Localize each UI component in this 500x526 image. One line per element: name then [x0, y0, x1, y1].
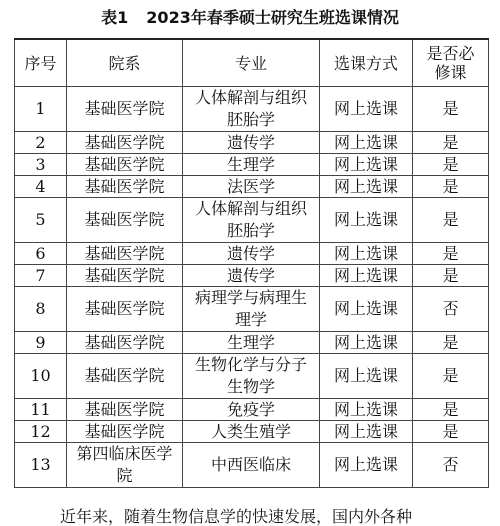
- cell-department: 第四临床医学院: [67, 443, 183, 488]
- paragraph-start: 近年来，随着生物信息学的快速发展，国内外各种: [60, 507, 413, 526]
- table-row: [15, 421, 489, 443]
- cell-required: 是: [413, 198, 489, 243]
- table-row: [15, 132, 489, 154]
- cell-required: 是: [413, 265, 489, 287]
- table-row: [15, 87, 489, 132]
- cell-required: 是: [413, 176, 489, 198]
- cell-department: 基础医学院: [67, 132, 183, 154]
- cell-required: 是: [413, 243, 489, 265]
- header-serial-no: 序号: [15, 39, 67, 87]
- cell-major: 遗传学: [183, 243, 320, 265]
- cell-no: 8: [15, 287, 67, 332]
- cell-method: 网上选课: [320, 154, 413, 176]
- cell-required: 否: [413, 287, 489, 332]
- cell-no: 7: [15, 265, 67, 287]
- cell-department: 基础医学院: [67, 287, 183, 332]
- table-caption: [0, 6, 500, 30]
- cell-required: 否: [413, 443, 489, 488]
- cell-no: 13: [15, 443, 67, 488]
- cell-department: 基础医学院: [67, 332, 183, 354]
- cell-method: 网上选课: [320, 354, 413, 399]
- cell-major: 病理学与病理生理学: [183, 287, 320, 332]
- cell-department: 基础医学院: [67, 176, 183, 198]
- cell-major: 中西医临床: [183, 443, 320, 488]
- cell-required: 是: [413, 87, 489, 132]
- cell-no: 3: [15, 154, 67, 176]
- cell-required: 是: [413, 132, 489, 154]
- cell-no: 4: [15, 176, 67, 198]
- cell-method: 网上选课: [320, 443, 413, 488]
- table-row: [15, 354, 489, 399]
- table-row: [15, 243, 489, 265]
- cell-major: 生理学: [183, 154, 320, 176]
- table-number: 表1: [101, 8, 129, 27]
- cell-major: 人体解剖与组织胚胎学: [183, 198, 320, 243]
- cell-no: 11: [15, 399, 67, 421]
- cell-method: 网上选课: [320, 176, 413, 198]
- cell-no: 2: [15, 132, 67, 154]
- header-department: 院系: [67, 39, 183, 87]
- cell-no: 6: [15, 243, 67, 265]
- table-row: [15, 265, 489, 287]
- cell-major: 人体解剖与组织胚胎学: [183, 87, 320, 132]
- cell-method: 网上选课: [320, 132, 413, 154]
- cell-no: 10: [15, 354, 67, 399]
- cell-required: 是: [413, 399, 489, 421]
- cell-no: 1: [15, 87, 67, 132]
- cell-major: 生理学: [183, 332, 320, 354]
- table-row: [15, 332, 489, 354]
- header-major: 专业: [183, 39, 320, 87]
- table-row: [15, 154, 489, 176]
- cell-method: 网上选课: [320, 332, 413, 354]
- cell-department: 基础医学院: [67, 399, 183, 421]
- table-row: [15, 198, 489, 243]
- cell-no: 12: [15, 421, 67, 443]
- table-row: [15, 287, 489, 332]
- course-selection-table: [14, 38, 489, 488]
- cell-major: 生物化学与分子生物学: [183, 354, 320, 399]
- table-row: [15, 176, 489, 198]
- header-required: 是否必修课: [413, 39, 489, 87]
- cell-no: 9: [15, 332, 67, 354]
- table-row: [15, 399, 489, 421]
- cell-method: 网上选课: [320, 243, 413, 265]
- cell-method: 网上选课: [320, 87, 413, 132]
- cell-department: 基础医学院: [67, 87, 183, 132]
- cell-major: 人类生殖学: [183, 421, 320, 443]
- table-title: 2023年春季硕士研究生班选课情况: [146, 8, 399, 27]
- cell-department: 基础医学院: [67, 265, 183, 287]
- cell-department: 基础医学院: [67, 154, 183, 176]
- cell-required: 是: [413, 421, 489, 443]
- cell-major: 遗传学: [183, 265, 320, 287]
- cell-department: 基础医学院: [67, 421, 183, 443]
- cell-required: 是: [413, 332, 489, 354]
- cell-method: 网上选课: [320, 399, 413, 421]
- cell-method: 网上选课: [320, 421, 413, 443]
- cell-department: 基础医学院: [67, 354, 183, 399]
- table-row: [15, 443, 489, 488]
- cell-method: 网上选课: [320, 265, 413, 287]
- cell-department: 基础医学院: [67, 198, 183, 243]
- cell-major: 法医学: [183, 176, 320, 198]
- cell-no: 5: [15, 198, 67, 243]
- cell-required: 是: [413, 154, 489, 176]
- cell-major: 遗传学: [183, 132, 320, 154]
- body-text-continuation: [0, 506, 500, 526]
- cell-department: 基础医学院: [67, 243, 183, 265]
- header-selection-method: 选课方式: [320, 39, 413, 87]
- cell-method: 网上选课: [320, 287, 413, 332]
- cell-major: 免疫学: [183, 399, 320, 421]
- cell-required: 是: [413, 354, 489, 399]
- table-header-row: [15, 39, 489, 87]
- cell-method: 网上选课: [320, 198, 413, 243]
